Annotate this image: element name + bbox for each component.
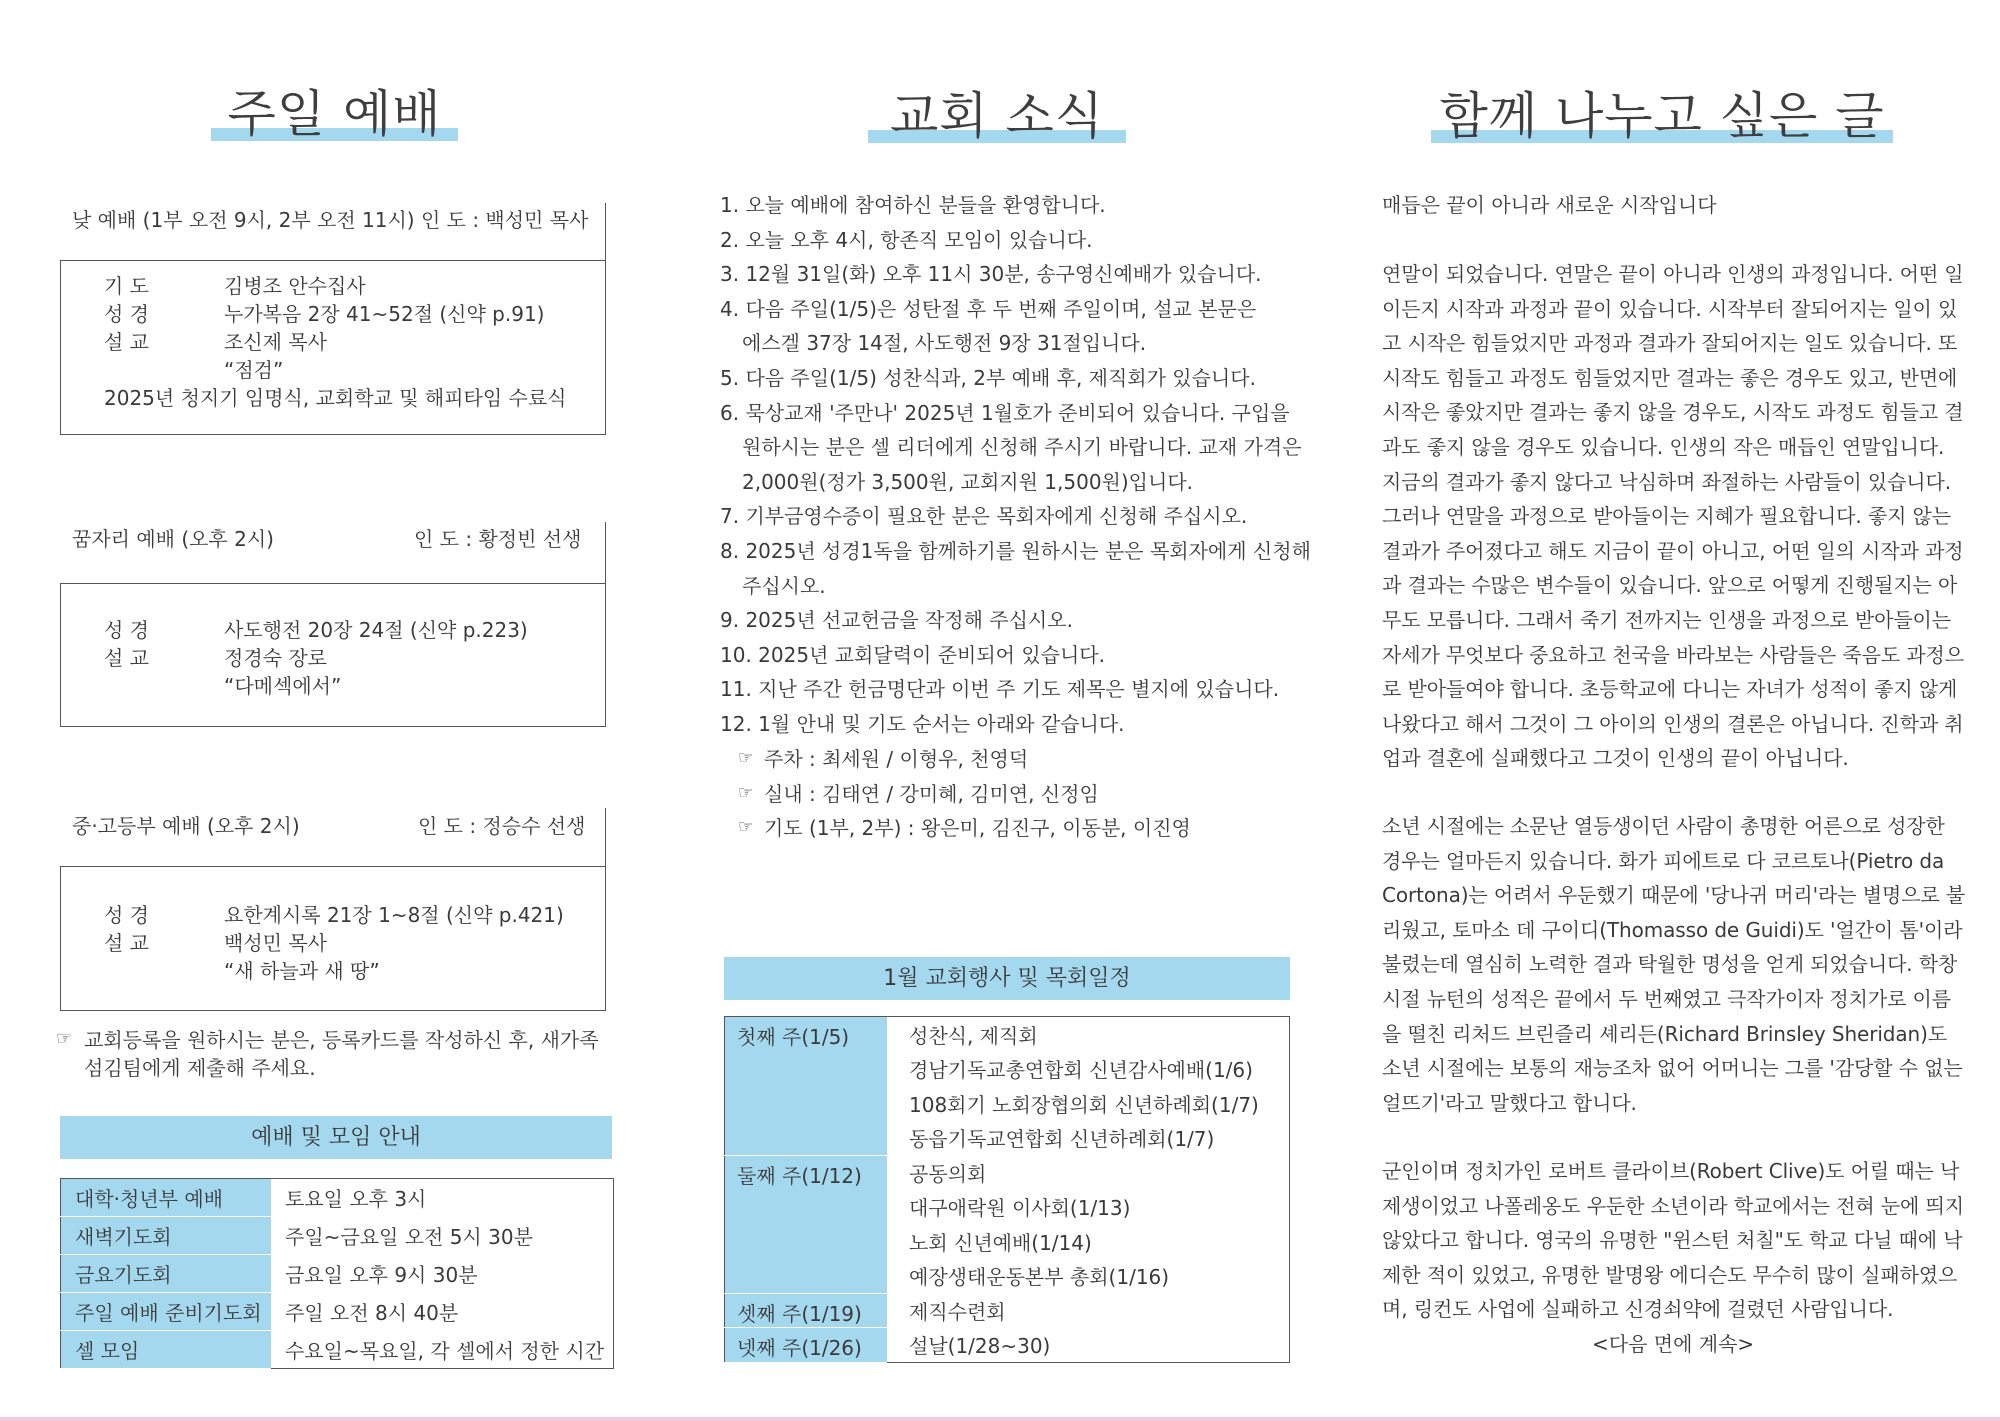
news-item: 2. 오늘 오후 4시, 항존직 모임이 있습니다.: [720, 227, 1093, 252]
essay-line: 과도 좋지 않을 경우도 있습니다. 인생의 작은 매듭인 연말입니다.: [1382, 435, 1945, 459]
essay-line: 리웠고, 토마소 데 구이디(Thomasso de Guidi)도 '얼간이 톰'이라: [1382, 917, 1963, 942]
essay-line: 소년 시절에는 소문난 열등생이던 사람이 총명한 어른으로 성장한: [1382, 814, 1945, 838]
schedule-event: 예장생태운동본부 총회(1/16): [909, 1265, 1170, 1290]
schedule-event: 설날(1/28~30): [909, 1334, 1051, 1359]
essay-line: 며, 링컨도 사업에 실패하고 신경쇠약에 걸렸던 사람입니다.: [1382, 1297, 1894, 1322]
duty-item: 실내 : 김태연 / 강미혜, 김미연, 신정임: [764, 781, 1099, 806]
schedule-event: 경남기독교총연합회 신년감사예배(1/6): [909, 1058, 1253, 1083]
news-item: 1. 오늘 예배에 참여하신 분들을 환영합니다.: [720, 193, 1106, 217]
news-item: 5. 다음 주일(1/5) 성찬식과, 2부 예배 후, 제직회가 있습니다.: [720, 366, 1256, 390]
essay-line: 과 결과는 수많은 변수들이 있습니다. 앞으로 어떻게 진행될지는 아: [1382, 573, 1958, 598]
dream-worship-value-sermon: 정경숙 장로: [224, 646, 327, 670]
essay-line: 소년 시절에는 보통의 재능조차 없어 어머니는 그를 '감당할 수 없는: [1382, 1056, 1963, 1081]
gatherings-row-name: 셀 모임: [61, 1331, 272, 1369]
essay-line: 로 받아들여야 합니다. 초등학교에 다니는 자녀가 성적이 좋지 않게: [1382, 677, 1958, 702]
essay-line: 군인이며 정치가인 로버트 클라이브(Robert Clive)도 어릴 때는 낙: [1382, 1159, 1960, 1183]
day-worship-note: 2025년 청지기 임명식, 교회학교 및 해피타임 수료식: [104, 386, 567, 410]
gatherings-row-time: 토요일 오후 3시: [285, 1187, 427, 1212]
essay-heading: 매듭은 끝이 아니라 새로운 시작입니다: [1382, 193, 1717, 217]
youth-worship-sermon-title: “새 하늘과 새 땅”: [224, 959, 380, 983]
gatherings-row-name: 새벽기도회: [61, 1217, 272, 1255]
essay-line: 그러나 연말을 과정으로 받아들이는 지혜가 필요합니다. 좋지 않는: [1382, 504, 1951, 529]
news-item: 7. 기부금영수증이 필요한 분은 목회자에게 신청해 주십시오.: [720, 504, 1248, 529]
essay-continued: <다음 면에 계속>: [1592, 1332, 1755, 1356]
news-item: 10. 2025년 교회달력이 준비되어 있습니다.: [720, 642, 1105, 667]
share-column-title: 함께 나누고 싶은 글: [1439, 87, 1885, 145]
schedule-week: 셋째 주(1/19): [725, 1293, 888, 1328]
youth-worship-value-scripture: 요한계시록 21장 1~8절 (신약 p.421): [224, 903, 564, 927]
essay-line: 시작은 좋았지만 결과는 좋지 않을 경우도, 시작도 과정도 힘들고 결: [1382, 400, 1964, 425]
day-worship-value-prayer: 김병조 안수집사: [224, 274, 366, 298]
gatherings-row: [61, 1293, 614, 1331]
day-worship-label-scripture: 성 경: [104, 302, 149, 326]
news-item: 11. 지난 주간 헌금명단과 이번 주 기도 제목은 별지에 있습니다.: [720, 677, 1280, 702]
youth-worship-value-sermon: 백성민 목사: [224, 931, 327, 955]
schedule-event: 노회 신년예배(1/14): [909, 1230, 1092, 1255]
gatherings-row: [61, 1217, 614, 1255]
dream-worship-value-scripture: 사도행전 20장 24절 (신약 p.223): [224, 618, 528, 642]
news-item: 에스겔 37장 14절, 사도행전 9장 31절입니다.: [742, 331, 1147, 356]
schedule-week: 넷째 주(1/26): [725, 1328, 888, 1363]
schedule-row: [725, 1328, 1290, 1363]
essay-line: 않았다고 합니다. 영국의 유명한 "윈스턴 처칠"도 학교 다닐 때에 낙: [1382, 1228, 1963, 1253]
schedule-row: [725, 1293, 1290, 1328]
news-item: 6. 묵상교재 '주만나' 2025년 1월호가 준비되어 있습니다. 구입을: [720, 400, 1290, 425]
gatherings-row: [61, 1331, 614, 1369]
essay-line: 나왔다고 해서 그것이 그 아이의 인생의 결론은 아닙니다. 진학과 취: [1382, 711, 1964, 736]
news-item: 12. 1월 안내 및 기도 순서는 아래와 같습니다.: [720, 712, 1125, 736]
schedule-event: 동읍기독교연합회 신년하례회(1/7): [909, 1127, 1215, 1152]
schedule-event: 공동의회: [909, 1161, 987, 1186]
essay-line: 제한 적이 있었고, 유명한 발명왕 에디슨도 무수히 많이 실패하였으: [1382, 1262, 1958, 1287]
news-column-title: 교회 소식: [889, 87, 1105, 145]
essay-line: 결과가 주어졌다고 해도 지금이 끝이 아니고, 어떤 일의 시작과 과정: [1382, 538, 1964, 563]
pointing-hand-icon: ☞: [738, 817, 754, 838]
essay-line: 업과 결혼에 실패했다고 그것이 인생의 끝이 아닙니다.: [1382, 746, 1849, 771]
essay-line: 시작도 힘들고 과정도 힘들었지만 결과는 좋은 경우도 있고, 반면에: [1382, 365, 1958, 390]
schedule-week: 둘째 주(1/12): [725, 1155, 888, 1293]
essay-line: 불렸는데 열심히 노력한 결과 탁월한 명성을 얻게 되었습니다. 학창: [1382, 952, 1958, 977]
gatherings-row: [61, 1255, 614, 1293]
gatherings-row-time: 수요일~목요일, 각 셀에서 정한 시간: [285, 1338, 605, 1363]
news-item: 3. 12월 31일(화) 오후 11시 30분, 송구영신예배가 있습니다.: [720, 262, 1262, 287]
registration-note-line-2: 섬김팀에게 제출해 주세요.: [84, 1056, 316, 1080]
news-item: 원하시는 분은 셀 리더에게 신청해 주시기 바랍니다. 교재 가격은: [742, 435, 1302, 460]
essay-line: 경우는 얼마든지 있습니다. 화가 피에트로 다 코르토나(Pietro da: [1382, 848, 1945, 873]
duty-item: 주차 : 최세원 / 이형우, 천영덕: [764, 747, 1029, 771]
news-item: 4. 다음 주일(1/5)은 성탄절 후 두 번째 주일이며, 설교 본문은: [720, 296, 1257, 321]
dream-worship-header: 꿈자리 예배 (오후 2시): [72, 527, 274, 551]
day-worship-header: 낮 예배 (1부 오전 9시, 2부 오전 11시) 인 도 : 백성민 목사: [72, 208, 589, 232]
news-item: 2,000원(정가 3,500원, 교회지원 1,500원)입니다.: [742, 469, 1193, 494]
youth-worship-label-scripture: 성 경: [104, 903, 149, 927]
schedule-event: 108회기 노회장협의회 신년하례회(1/7): [909, 1092, 1259, 1117]
gatherings-title: 예배 및 모임 안내: [60, 1116, 612, 1159]
gatherings-row-name: 금요기도회: [61, 1255, 272, 1293]
gatherings-row-name: 주일 예배 준비기도회: [61, 1293, 272, 1331]
schedule-row: [725, 1017, 1290, 1052]
news-item: 8. 2025년 성경1독을 함께하기를 원하시는 분은 목회자에게 신청해: [720, 539, 1311, 563]
schedule-title: 1월 교회행사 및 목회일정: [724, 957, 1290, 1000]
day-worship-label-prayer: 기 도: [104, 274, 149, 298]
essay-line: 고 시작은 힘들었지만 과정과 결과가 잘되어지는 일도 있습니다. 또: [1382, 331, 1958, 356]
worship-column-title: 주일 예배: [227, 85, 442, 143]
day-worship-value-scripture: 누가복음 2장 41~52절 (신약 p.91): [224, 302, 545, 326]
dream-worship-label-sermon: 설 교: [104, 646, 149, 670]
essay-line: 을 떨친 리처드 브린즐리 셰리든(Richard Brinsley Sheridan)도: [1382, 1021, 1948, 1046]
gatherings-row-name: 대학·청년부 예배: [61, 1179, 272, 1217]
pointing-hand-icon: ☞: [738, 748, 754, 768]
gatherings-row: [61, 1179, 614, 1217]
essay-line: 지금의 결과가 좋지 않다고 낙심하며 좌절하는 사람들이 있습니다.: [1382, 469, 1951, 494]
bottom-edge-stripe: [0, 1417, 2000, 1421]
youth-worship-header: 중·고등부 예배 (오후 2시): [72, 814, 300, 838]
registration-note-line-1: 교회등록을 원하시는 분은, 등록카드를 작성하신 후, 새가족: [84, 1028, 599, 1052]
schedule-event: 성찬식, 제직회: [909, 1023, 1038, 1048]
essay-line: 자세가 무엇보다 중요하고 천국을 바라보는 사람들은 죽음도 과정으: [1382, 642, 1964, 667]
gatherings-row-time: 주일~금요일 오전 5시 30분: [285, 1225, 533, 1249]
schedule-event: 제직수련회: [909, 1299, 1006, 1324]
essay-line: Cortona)는 어려서 우둔했기 때문에 '당나귀 머리'라는 별명으로 불: [1382, 883, 1966, 908]
schedule-table: [724, 1016, 1290, 1363]
youth-worship-leader: 인 도 : 정승수 선생: [418, 814, 586, 838]
dream-worship-label-scripture: 성 경: [104, 618, 149, 642]
gatherings-row-time: 주일 오전 8시 40분: [285, 1301, 459, 1325]
news-item: 9. 2025년 선교헌금을 작정해 주십시오.: [720, 608, 1073, 633]
duty-item: 기도 (1부, 2부) : 왕은미, 김진구, 이동분, 이진영: [764, 816, 1191, 841]
schedule-week: 첫째 주(1/5): [725, 1017, 888, 1156]
schedule-event: 대구애락원 이사회(1/13): [909, 1196, 1131, 1221]
essay-line: 얼뜨기'라고 말했다고 합니다.: [1382, 1090, 1637, 1115]
day-worship-value-sermon: 조신제 목사: [224, 330, 327, 354]
essay-line: 이든지 시작과 과정과 끝이 있습니다. 시작부터 잘되어지는 일이 있: [1382, 296, 1958, 321]
day-worship-sermon-title: “점검”: [224, 358, 284, 382]
news-item: 주십시오.: [742, 573, 826, 598]
pointing-hand-icon: ☞: [738, 782, 754, 803]
dream-worship-sermon-title: “다메섹에서”: [224, 674, 342, 698]
gatherings-table: [60, 1178, 614, 1369]
dream-worship-leader: 인 도 : 황정빈 선생: [414, 527, 582, 551]
essay-line: 제생이었고 나폴레옹도 우둔한 소년이라 학교에서는 전혀 눈에 띄지: [1382, 1193, 1964, 1218]
essay-line: 연말이 되었습니다. 연말은 끝이 아니라 인생의 과정입니다. 어떤 일: [1382, 262, 1964, 286]
schedule-row: [725, 1155, 1290, 1190]
essay-line: 시절 뉴턴의 성적은 끝에서 두 번째였고 극작가이자 정치가로 이름: [1382, 987, 1951, 1011]
gatherings-row-time: 금요일 오후 9시 30분: [285, 1263, 478, 1287]
essay-line: 무도 모릅니다. 그래서 죽기 전까지는 인생을 과정으로 받아들이는: [1382, 608, 1951, 632]
pointing-hand-icon: ☞: [56, 1028, 73, 1049]
youth-worship-label-sermon: 설 교: [104, 931, 149, 955]
day-worship-label-sermon: 설 교: [104, 330, 149, 354]
